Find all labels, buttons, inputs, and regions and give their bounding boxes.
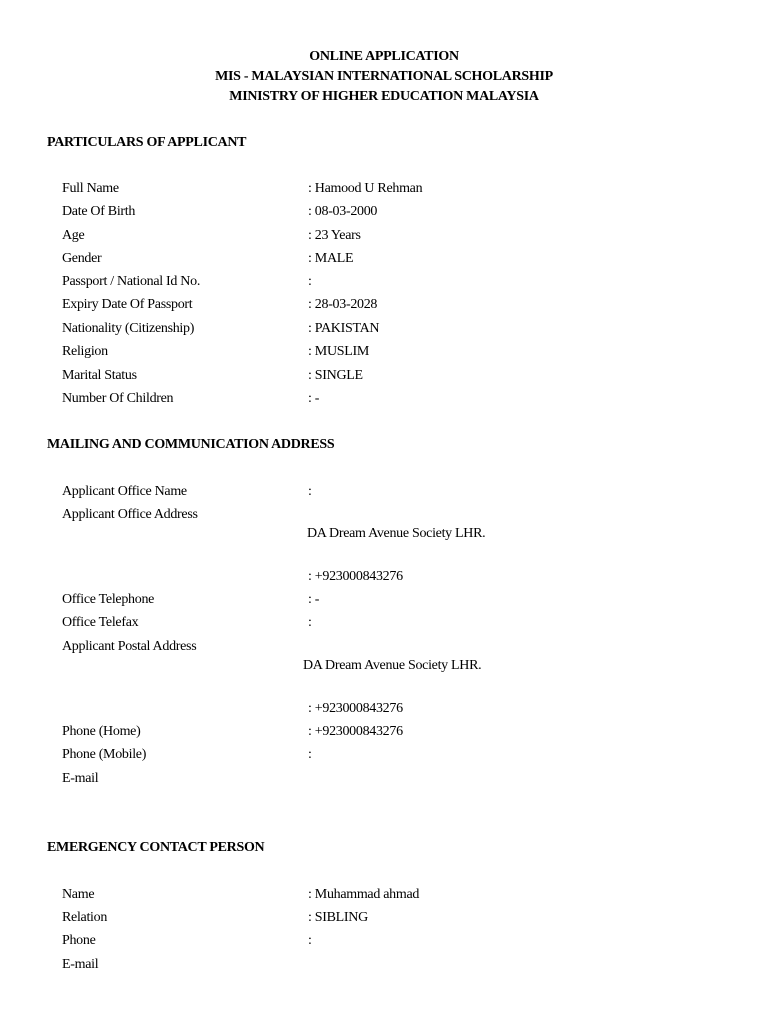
field-label: Relation [62,910,108,925]
field-label: E-mail [62,771,99,786]
field-label: Age [62,228,85,243]
field-label: Full Name [62,181,119,196]
field-row-nationality [62,319,742,339]
field-value: : [308,933,312,948]
field-value: : - [308,592,320,607]
field-label: Office Telephone [62,592,155,607]
field-value: : [308,747,312,762]
field-value: : - [308,391,320,406]
office-address-phone: : +923000843276 [308,569,403,584]
postal-address-phone: : +923000843276 [308,701,403,716]
field-row-date-of-birth [62,202,742,222]
field-row-age [62,226,742,246]
field-label: Date Of Birth [62,204,136,219]
field-value: : [308,274,312,289]
field-row-office-address [62,505,742,525]
field-label: Passport / National Id No. [62,274,201,289]
field-label: Phone (Home) [62,724,141,739]
header-program: MIS - MALAYSIAN INTERNATIONAL SCHOLARSHIP [215,69,553,84]
section-title-mailing: MAILING AND COMMUNICATION ADDRESS [47,437,335,452]
field-value: : 08-03-2000 [308,204,378,219]
document-header [0,47,768,107]
field-value: : [308,484,312,499]
field-label: Marital Status [62,368,137,383]
field-row-emergency-name [62,885,742,905]
field-value: : MALE [308,251,354,266]
field-label: Applicant Office Address [62,507,198,522]
field-row-emergency-email [62,955,742,975]
field-label: Religion [62,344,108,359]
field-label: Number Of Children [62,391,174,406]
field-row-office-name [62,482,742,502]
field-row-office-telefax [62,613,742,633]
field-label: Phone (Mobile) [62,747,147,762]
field-row-passport-no [62,272,742,292]
field-label: Nationality (Citizenship) [62,321,195,336]
field-value: : 28-03-2028 [308,297,378,312]
field-value: : MUSLIM [308,344,369,359]
field-row-phone-home [62,722,742,742]
office-address-text: DA Dream Avenue Society LHR. [307,526,486,541]
field-row-full-name [62,179,742,199]
field-label: E-mail [62,957,99,972]
field-value: : Hamood U Rehman [308,181,423,196]
field-row-emergency-phone [62,931,742,951]
field-value: : SIBLING [308,910,368,925]
section-title-particulars: PARTICULARS OF APPLICANT [47,135,247,150]
field-row-phone-mobile [62,745,742,765]
field-row-postal-address [62,637,742,657]
field-label: Expiry Date Of Passport [62,297,193,312]
field-row-office-telephone [62,590,742,610]
field-value: : 23 Years [308,228,361,243]
field-value: : +923000843276 [308,724,403,739]
postal-address-text: DA Dream Avenue Society LHR. [303,658,482,673]
field-row-number-of-children [62,389,742,409]
field-row-passport-expiry [62,295,742,315]
field-row-email [62,769,742,789]
field-row-marital-status [62,366,742,386]
field-label: Name [62,887,95,902]
field-row-religion [62,342,742,362]
field-value: : SINGLE [308,368,363,383]
header-ministry: MINISTRY OF HIGHER EDUCATION MALAYSIA [229,89,539,104]
header-title: ONLINE APPLICATION [309,49,459,64]
field-label: Phone [62,933,96,948]
field-label: Office Telefax [62,615,139,630]
field-label: Applicant Postal Address [62,639,197,654]
field-value: : Muhammad ahmad [308,887,420,902]
section-title-emergency: EMERGENCY CONTACT PERSON [47,840,265,855]
field-row-emergency-relation [62,908,742,928]
field-label: Applicant Office Name [62,484,187,499]
field-row-gender [62,249,742,269]
field-label: Gender [62,251,102,266]
field-value: : [308,615,312,630]
field-value: : PAKISTAN [308,321,380,336]
